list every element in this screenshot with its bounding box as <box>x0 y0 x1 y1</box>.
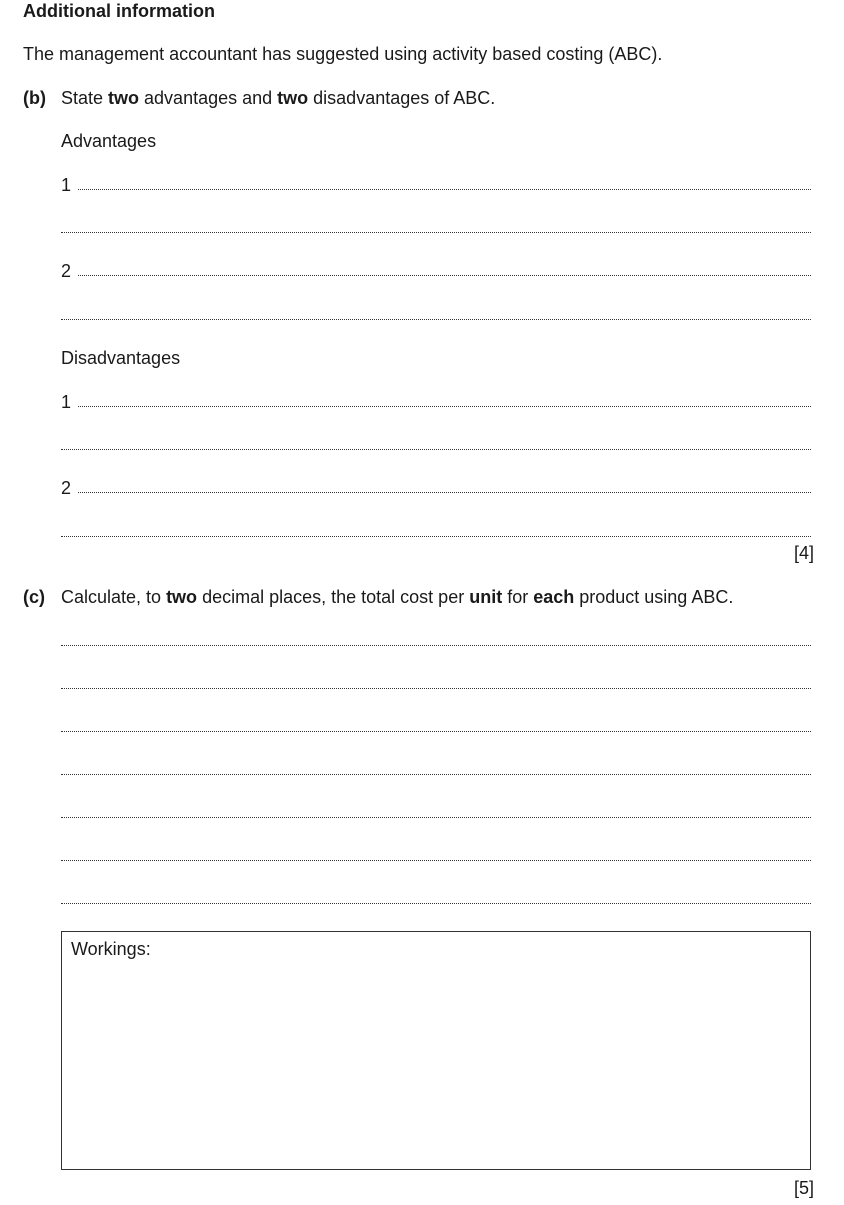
part-c-emphasis: unit <box>469 587 503 607</box>
answer-line[interactable] <box>61 731 811 732</box>
advantage-1-number: 1 <box>61 175 72 195</box>
part-b-question <box>61 87 495 109</box>
answer-line[interactable] <box>61 688 811 689</box>
part-c-emphasis: two <box>166 587 198 607</box>
answer-line[interactable] <box>78 406 811 407</box>
part-c-question-text: decimal places, the total cost per <box>197 587 470 607</box>
part-b-label: (b) <box>23 88 46 108</box>
part-b-question-text: State <box>61 88 109 108</box>
workings-box[interactable] <box>61 931 811 1170</box>
answer-line[interactable] <box>78 492 811 493</box>
part-b-emphasis: two <box>277 88 309 108</box>
part-b-question-text: disadvantages of ABC. <box>308 88 496 108</box>
answer-line[interactable] <box>61 903 811 904</box>
part-c-label: (c) <box>23 587 45 607</box>
part-c-marks: [5] <box>793 1178 814 1198</box>
section-intro: The management accountant has suggested using activity based costing (ABC). <box>23 44 663 64</box>
part-b-marks: [4] <box>793 543 814 563</box>
answer-line[interactable] <box>61 774 811 775</box>
advantage-2-number: 2 <box>61 261 72 281</box>
answer-line[interactable] <box>78 275 811 276</box>
part-c-question-text: product using ABC. <box>574 587 734 607</box>
answer-line[interactable] <box>61 319 811 320</box>
answer-line[interactable] <box>61 860 811 861</box>
advantages-heading: Advantages <box>61 131 157 151</box>
disadvantage-1-number: 1 <box>61 392 72 412</box>
disadvantages-heading: Disadvantages <box>61 348 181 368</box>
part-c-emphasis: each <box>533 587 575 607</box>
part-b-question-text: advantages and <box>139 88 278 108</box>
part-c-question <box>61 586 733 608</box>
answer-line[interactable] <box>61 645 811 646</box>
answer-line[interactable] <box>61 536 811 537</box>
answer-line[interactable] <box>61 232 811 233</box>
workings-label: Workings: <box>71 939 151 959</box>
disadvantage-2-number: 2 <box>61 478 72 498</box>
section-heading: Additional information <box>23 1 215 21</box>
answer-line[interactable] <box>78 189 811 190</box>
answer-line[interactable] <box>61 449 811 450</box>
part-c-question-text: Calculate, to <box>61 587 167 607</box>
part-b-emphasis: two <box>108 88 140 108</box>
answer-line[interactable] <box>61 817 811 818</box>
part-c-question-text: for <box>502 587 534 607</box>
